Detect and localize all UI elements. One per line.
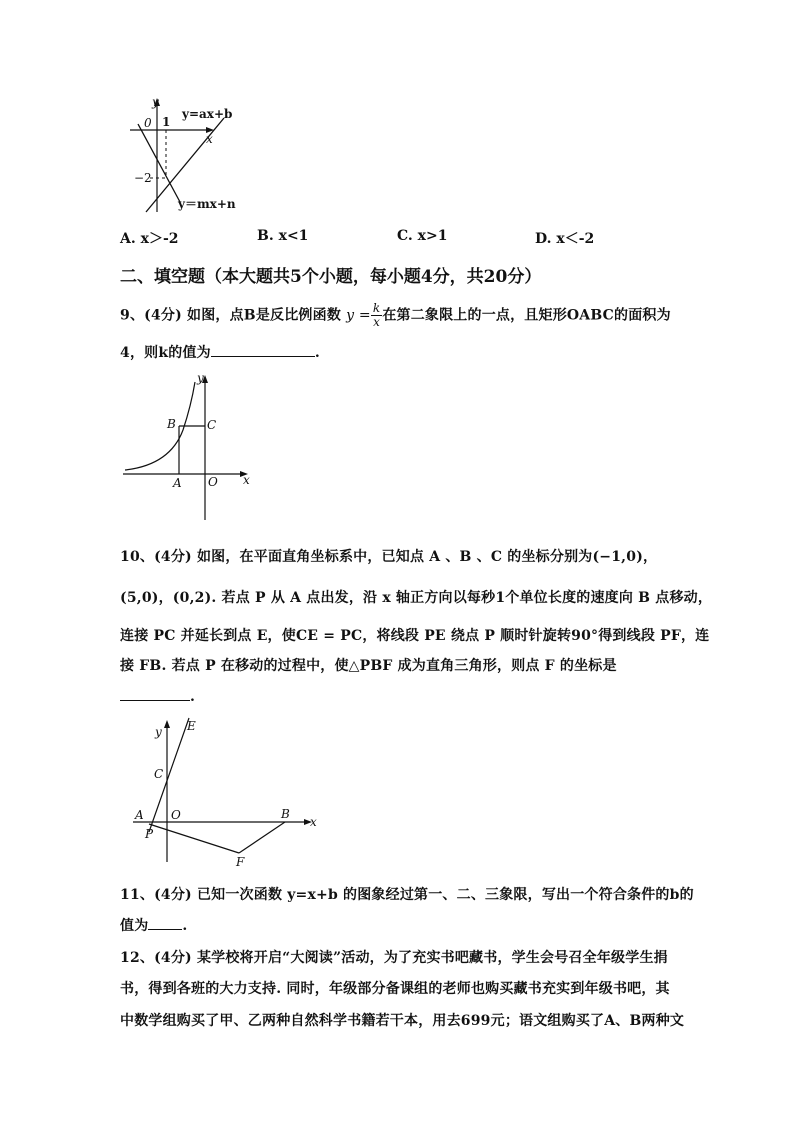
q8-option-d: D. x＜-2 [535,231,595,247]
q9-line2: 4，则k的值为 . [120,342,320,362]
q11-line1: 11、(4分) 已知一次函数 y=x+b 的图象经过第一、二、三象限，写出一个符合条件的b的 [120,887,694,903]
fig8-y-label: y [152,96,159,109]
fig10-f-label: F [236,855,245,869]
q11-line2: 值为 . [120,915,187,935]
q10-line1: 10、(4分) 如图，在平面直角坐标系中，已知点 A 、B 、C 的坐标分别为(−1,0)， [120,549,658,565]
q9-answer-blank[interactable] [211,342,315,357]
fig8-origin-label: 0 [144,116,152,130]
q10-line4: 接 FB. 若点 P 在移动的过程中，使△PBF 成为直角三角形，则点 F 的坐标是 [120,658,617,674]
q12-line3: 中数学组购买了甲、乙两种自然科学书籍若干本，用去699元；语文组购买了A、B两种文 [120,1013,685,1029]
fig9-x-label: x [243,473,250,487]
q10-answer-blank[interactable] [120,686,190,701]
fig10-x-label: x [310,815,317,829]
fig10-b-label: B [281,807,290,821]
segment-pf [149,824,239,853]
fig9-o-label: O [208,475,218,489]
line-mx-n [138,124,180,202]
q10-figure [125,712,335,870]
q10-answer-line: . [120,686,195,705]
fig8-x-label: x [206,132,213,146]
q8-figure [120,96,260,218]
q10-line3: 连接 PC 并延长到点 E，使CE = PC，将线段 PE 绕点 P 顺时针旋转90°得到线段 PF，连 [120,628,710,644]
q9-fraction: $\frac{k}{x}$ [372,301,381,329]
fig8-line1-label: y=ax+b [182,107,233,121]
fig10-y-label: y [155,725,162,739]
q8-option-a: A. x＞-2 [120,231,179,247]
fig9-c-label: C [207,418,217,432]
q12-line1: 12、(4分) 某学校将开启“大阅读”活动，为了充实书吧藏书，学生会号召全年级学生捐 [120,950,668,966]
fig8-line2-label: y＝mx+n [178,197,236,211]
fig8-one-label: 1 [162,115,171,129]
section-heading: 二、填空题（本大题共5个小题，每小题4分，共20分） [120,267,542,287]
fig9-y-label: y [197,371,204,385]
fig10-c-label: C [154,767,164,781]
q11-answer-blank[interactable] [148,915,182,930]
q8-option-b: B. x<1 [257,228,309,244]
fig10-o-label: O [171,808,181,822]
q9-formula-lhs: y = [346,307,371,324]
fig9-a-label: A [173,476,182,490]
fig10-e-label: E [187,719,196,733]
q8-option-c: C. x>1 [397,228,448,244]
fig10-p-label: P [145,827,154,841]
q10-line2: (5,0)，(0,2). 若点 P 从 A 点出发，沿 x 轴正方向以每秒1个单位长度的速度向 B 点移动， [120,590,713,606]
fig9-b-label: B [167,417,176,431]
segment-fb [239,822,285,853]
fig10-a-label: A [135,808,144,822]
q9-line1: 9、(4分) 如图，点B是反比例函数 y = $\frac{k}{x}$ 在第二象限上的一点，且矩形OABC的面积为 [120,301,671,329]
q9-figure [115,370,265,525]
fig8-minus2-label: −2 [134,171,152,185]
q12-line2: 书，得到各班的大力支持. 同时，年级部分备课组的老师也购买藏书充实到年级书吧，其 [120,981,670,997]
